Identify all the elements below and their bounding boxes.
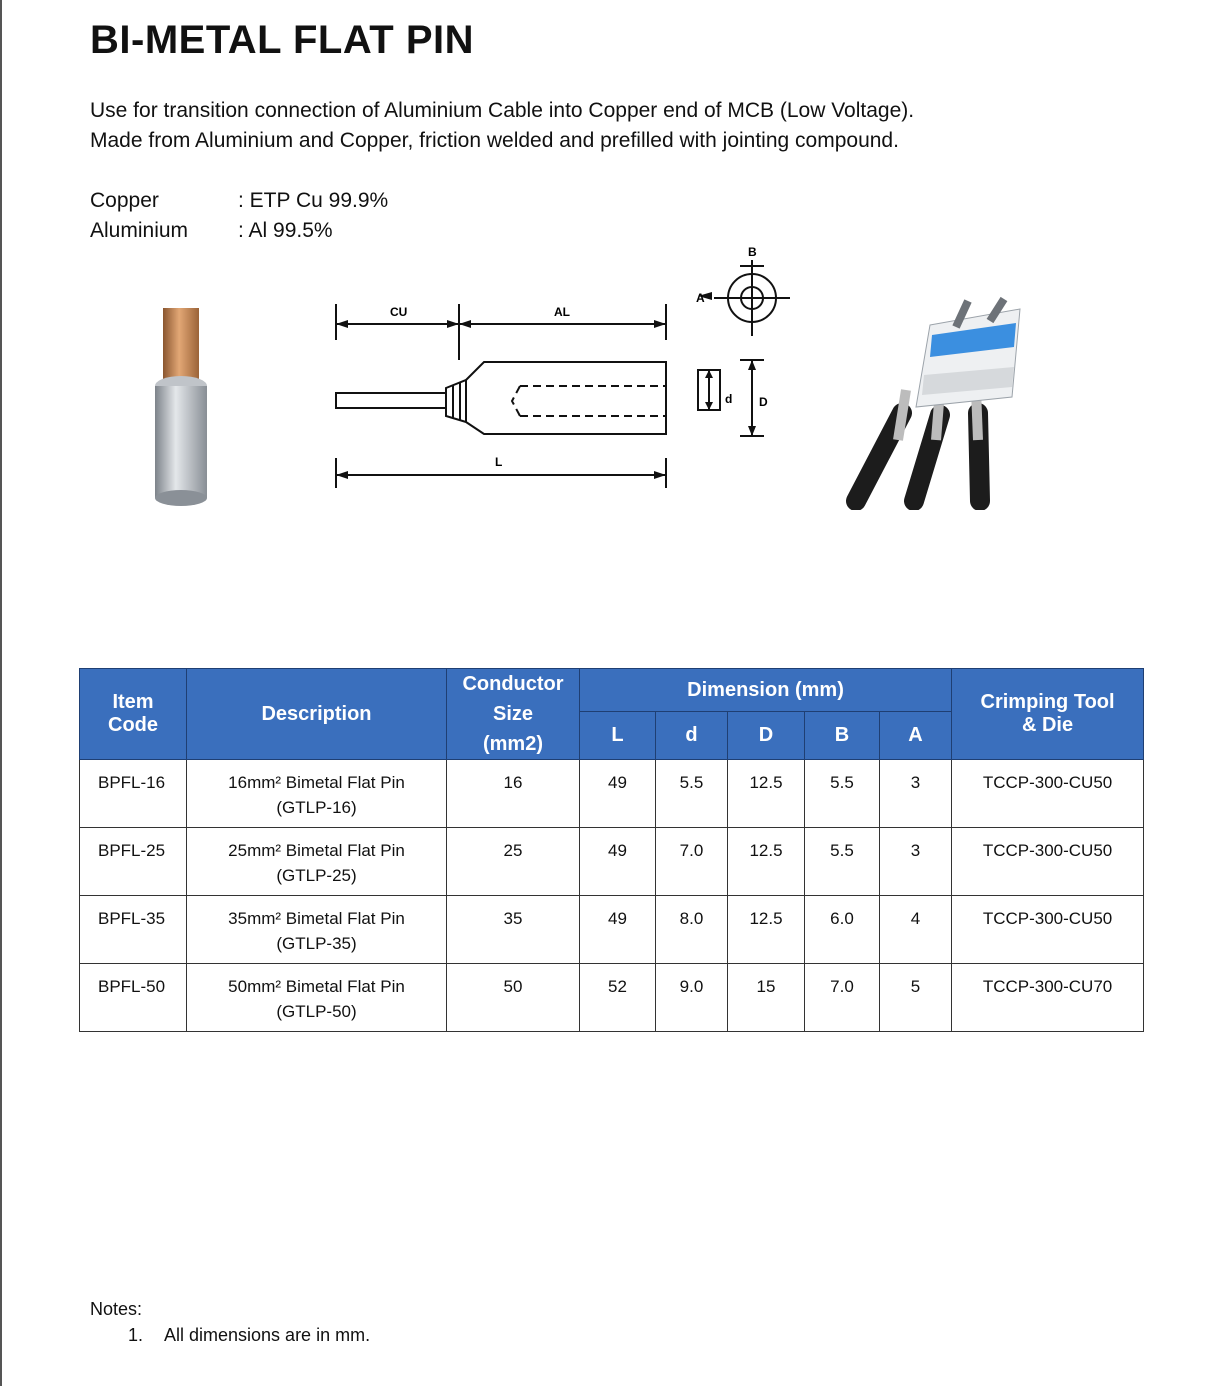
spec-name: Copper [90,189,159,212]
cell-tool: TCCP-300-CU70 [952,964,1144,1032]
cell-b: 6.0 [805,896,880,964]
header-dim-a: A [880,712,952,760]
cell-description [187,828,447,896]
cell-d-large: 12.5 [728,828,805,896]
product-table [79,668,1144,1032]
notes-section [90,1296,370,1348]
label-b: B [748,245,757,259]
cell-description [187,896,447,964]
technical-drawing [320,240,790,495]
label-a: A [696,291,705,305]
intro-line: Made from Aluminium and Copper, friction welded and prefilled with jointing compound. [90,129,899,152]
header-text: Item [112,691,154,713]
table-row [80,760,1144,828]
desc-line: (GTLP-35) [276,934,357,953]
cell-b: 7.0 [805,964,880,1032]
cell-item-code: BPFL-16 [80,760,187,828]
header-dim-d-large: D [728,712,805,760]
cell-a: 5 [880,964,952,1032]
header-text: Crimping Tool [980,691,1115,713]
table-row [80,828,1144,896]
desc-line: 50mm² Bimetal Flat Pin [228,977,405,996]
cell-a: 3 [880,760,952,828]
table-row [80,964,1144,1032]
page-title: BI-METAL FLAT PIN [90,18,475,62]
header-text: (mm2) [482,733,543,755]
page-edge [0,0,2,1386]
header-dim-d-small: d [656,712,728,760]
mcb-installation-photo [840,295,1040,510]
intro-text [90,96,914,156]
desc-line: (GTLP-25) [276,866,357,885]
bimetal-pin-photo [140,300,230,515]
cell-d-large: 12.5 [728,896,805,964]
header-dim-l: L [580,712,656,760]
spec-copper [90,186,388,216]
header-dim-b: B [805,712,880,760]
desc-line: (GTLP-50) [276,1002,357,1021]
notes-label: Notes: [90,1299,143,1319]
spec-name: Aluminium [90,219,189,242]
header-text: Conductor [462,673,564,695]
cell-size: 16 [447,760,580,828]
cell-size: 50 [447,964,580,1032]
cell-d-small: 9.0 [656,964,728,1032]
header-description: Description [187,669,447,760]
cell-size: 25 [447,828,580,896]
header-conductor-size [447,669,580,760]
cell-a: 4 [880,896,952,964]
copper-pin-shape [163,308,199,384]
cell-item-code: BPFL-35 [80,896,187,964]
label-al: AL [554,305,570,319]
spec-value: : Al 99.5% [238,219,333,242]
label-l: L [495,455,503,469]
header-crimping-tool [952,669,1144,760]
cell-b: 5.5 [805,760,880,828]
cell-tool: TCCP-300-CU50 [952,760,1144,828]
cell-l: 49 [580,828,656,896]
aluminium-barrel-shape [155,386,207,498]
barrel-end-shape [155,490,207,506]
cell-l: 49 [580,760,656,828]
desc-line: 16mm² Bimetal Flat Pin [228,773,405,792]
cell-description [187,760,447,828]
note-item [90,1322,370,1348]
cell-d-small: 7.0 [656,828,728,896]
note-text: All dimensions are in mm. [164,1325,371,1345]
cell-l: 52 [580,964,656,1032]
desc-line: 35mm² Bimetal Flat Pin [228,909,405,928]
header-text: Code [108,714,158,736]
note-number: 1. [128,1325,144,1345]
header-text: & Die [1021,714,1074,736]
cell-d-large: 12.5 [728,760,805,828]
cables-shape [856,413,980,501]
header-item-code [80,669,187,760]
label-d-small: d [725,392,733,406]
header-text: Size [492,703,534,725]
material-specs [90,186,388,246]
cell-b: 5.5 [805,828,880,896]
table-row [80,896,1144,964]
cell-d-small: 8.0 [656,896,728,964]
label-cu: CU [390,305,408,319]
cell-d-small: 5.5 [656,760,728,828]
cell-l: 49 [580,896,656,964]
desc-line: 25mm² Bimetal Flat Pin [228,841,405,860]
cell-tool: TCCP-300-CU50 [952,896,1144,964]
cell-item-code: BPFL-50 [80,964,187,1032]
cell-tool: TCCP-300-CU50 [952,828,1144,896]
cell-item-code: BPFL-25 [80,828,187,896]
desc-line: (GTLP-16) [276,798,357,817]
cell-d-large: 15 [728,964,805,1032]
cell-description [187,964,447,1032]
spec-value: : ETP Cu 99.9% [238,189,389,212]
label-d-large: D [759,395,768,409]
header-dimension: Dimension (mm) [580,669,952,712]
cell-size: 35 [447,896,580,964]
cell-a: 3 [880,828,952,896]
intro-line: Use for transition connection of Aluminium Cable into Copper end of MCB (Low Voltage). [90,99,915,122]
